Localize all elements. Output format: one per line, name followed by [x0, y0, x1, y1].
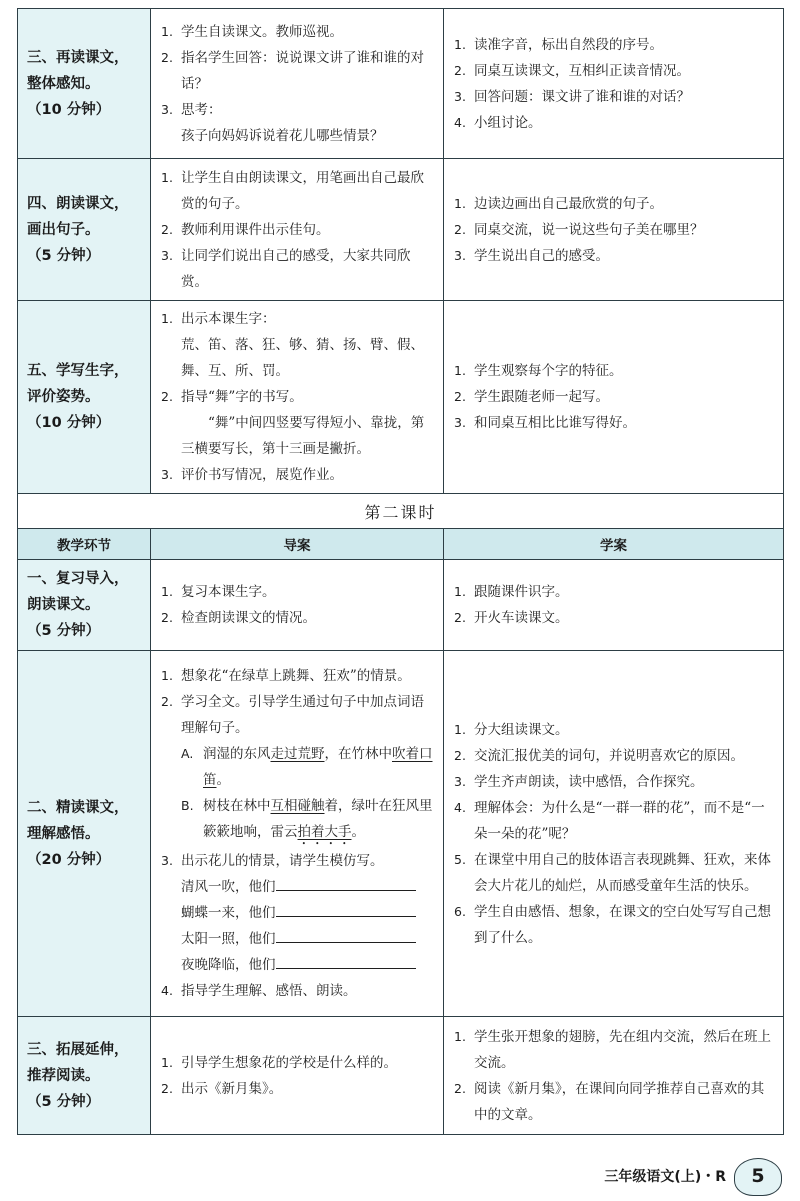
example-sentence-b: B. 树枝在林中互相碰触着，绿叶在狂风里簌簌地响，雷云拍着大手。 [181, 798, 433, 840]
guide-cell [151, 301, 444, 494]
stage-title: 五、学写生字，评价姿势。 [27, 363, 129, 405]
page-number: 5 [734, 1158, 782, 1196]
stage-duration: （20 分钟） [27, 851, 111, 868]
list-item: 2. 同桌互读课文，互相纠正读音情况。 [454, 62, 690, 79]
guide-cell [151, 651, 444, 1017]
example-sentence-a: A. 润湿的东风走过荒野，在竹林中吹着口笛。 [181, 746, 433, 788]
study-cell [444, 9, 784, 159]
stage-title: 三、再读课文，整体感知。 [27, 49, 129, 92]
study-cell [444, 301, 784, 494]
list-item: 1. 跟随课件识字。 [454, 584, 569, 600]
list-item: 2. 交流汇报优美的词句，并说明喜欢它的原因。 [454, 747, 744, 764]
lesson-plan-page [17, 8, 783, 1135]
fill-in-blank: 太阳一照，他们 [181, 926, 435, 952]
list-item: 2. 教师利用课件出示佳句。 [161, 221, 330, 238]
list-item: 3. 和同桌互相比比谁写得好。 [454, 415, 636, 431]
table-header-row [18, 529, 784, 560]
list-item: 2. 检查朗读课文的情况。 [161, 610, 316, 626]
list-item: 6. 学生自由感悟、想象，在课文的空白处写写自己想到了什么。 [454, 903, 771, 946]
section-title-row [18, 494, 784, 529]
list-item: 1. 让学生自由朗读课文，用笔画出自己最欣赏的句子。 [161, 169, 424, 212]
stage-title: 一、复习导入，朗读课文。 [27, 571, 129, 613]
table-row [18, 560, 784, 651]
study-cell [444, 651, 784, 1017]
guide-cell [151, 9, 444, 159]
page-footer [0, 1158, 800, 1201]
column-header-study: 学案 [444, 529, 784, 560]
stage-title: 四、朗读课文，画出句子。 [27, 195, 129, 238]
list-item: 1. 引导学生想象花的学校是什么样的。 [161, 1054, 397, 1071]
section-title: 第二课时 [18, 494, 784, 529]
guide-cell [151, 159, 444, 301]
study-cell [444, 560, 784, 651]
column-header-guide: 导案 [151, 529, 444, 560]
list-item: 1. 学生张开想象的翅膀，先在组内交流，然后在班上交流。 [454, 1028, 771, 1071]
list-item: 3. 评价书写情况，展览作业。 [161, 467, 343, 483]
list-item: 1. 复习本课生字。 [161, 584, 276, 600]
stage-cell [18, 301, 151, 494]
stage-duration: （5 分钟） [27, 1093, 101, 1110]
study-cell [444, 159, 784, 301]
guide-cell [151, 560, 444, 651]
list-item: 1. 学生观察每个字的特征。 [454, 363, 623, 379]
stage-title: 二、精读课文，理解感悟。 [27, 799, 129, 842]
list-item: 1. 学生自读课文。教师巡视。 [161, 23, 343, 40]
list-item: 3. 学生说出自己的感受。 [454, 247, 609, 264]
list-item: 1. 分大组读课文。 [454, 721, 569, 738]
list-item: 4. 小组讨论。 [454, 114, 542, 131]
lesson-plan-table [17, 8, 784, 1135]
list-item: 2. 阅读《新月集》，在课间向同学推荐自己喜欢的其中的文章。 [454, 1080, 765, 1123]
list-item: 2. 指名学生回答：说说课文讲了谁和谁的对话？ [161, 49, 424, 92]
list-item: 3. 思考： 孩子向妈妈诉说着花儿哪些情景？ [161, 101, 384, 144]
list-item: 2. 同桌交流，说一说这些句子美在哪里？ [454, 221, 704, 238]
fill-in-blank: 清风一吹，他们 [181, 874, 435, 900]
list-item: 3. 学生齐声朗读，读中感悟，合作探究。 [454, 773, 704, 790]
list-item: 1. 想象花“在绿草上跳舞、狂欢”的情景。 [161, 668, 411, 684]
stage-cell [18, 560, 151, 651]
list-item: 2. 指导“舞”字的书写。 “舞”中间四竖要写得短小、靠拢，第三横要写长，第十三画是撇折。 [161, 389, 425, 457]
list-item: 3. 出示花儿的情景，请学生模仿写。 清风一吹，他们 蝴蝶一来，他们 太阳一照，他们 夜晚降临，他们 [161, 848, 435, 978]
fill-in-blank: 蝴蝶一来，他们 [181, 900, 435, 926]
column-header-stage: 教学环节 [18, 529, 151, 560]
list-item: 2. 开火车读课文。 [454, 610, 569, 626]
table-row [18, 651, 784, 1017]
list-item: 2. 学生跟随老师一起写。 [454, 389, 609, 405]
stage-cell [18, 9, 151, 159]
guide-cell [151, 1017, 444, 1135]
list-item: 1. 读准字音，标出自然段的序号。 [454, 36, 663, 53]
stage-duration: （5 分钟） [27, 623, 101, 639]
table-row [18, 159, 784, 301]
stage-duration: （10 分钟） [27, 101, 111, 118]
list-item: 2. 学习全文。引导学生通过句子中加点词语理解句子。 A. 润湿的东风走过荒野，在竹林中吹着口笛。 B. 树枝在林中互相碰触着，绿叶在狂风里簌簌地响，雷云拍着大手。 [161, 689, 435, 848]
list-item: 2. 出示《新月集》。 [161, 1080, 283, 1097]
list-item: 4. 指导学生理解、感悟、朗读。 [161, 983, 357, 999]
fill-in-blank: 夜晚降临，他们 [181, 952, 435, 978]
study-cell [444, 1017, 784, 1135]
table-row [18, 301, 784, 494]
table-row [18, 9, 784, 159]
list-item: 1. 出示本课生字： 荒、笛、落、狂、够、猜、扬、臂、假、舞、互、所、罚。 [161, 311, 424, 379]
table-row [18, 1017, 784, 1135]
list-item: 4. 理解体会：为什么是“一群一群的花”，而不是“一朵一朵的花”呢？ [454, 799, 765, 842]
list-item: 1. 边读边画出自己最欣赏的句子。 [454, 195, 663, 212]
stage-title: 三、拓展延伸，推荐阅读。 [27, 1041, 129, 1084]
stage-duration: （5 分钟） [27, 247, 101, 264]
stage-duration: （10 分钟） [27, 415, 111, 431]
list-item: 3. 回答问题：课文讲了谁和谁的对话？ [454, 88, 690, 105]
stage-cell [18, 651, 151, 1017]
book-label: 三年级语文(上)・R [604, 1169, 726, 1185]
list-item: 3. 让同学们说出自己的感受，大家共同欣赏。 [161, 247, 411, 290]
stage-cell [18, 159, 151, 301]
stage-cell [18, 1017, 151, 1135]
list-item: 5. 在课堂中用自己的肢体语言表现跳舞、狂欢，来体会大片花儿的灿烂，从而感受童年生活的快乐。 [454, 851, 771, 894]
